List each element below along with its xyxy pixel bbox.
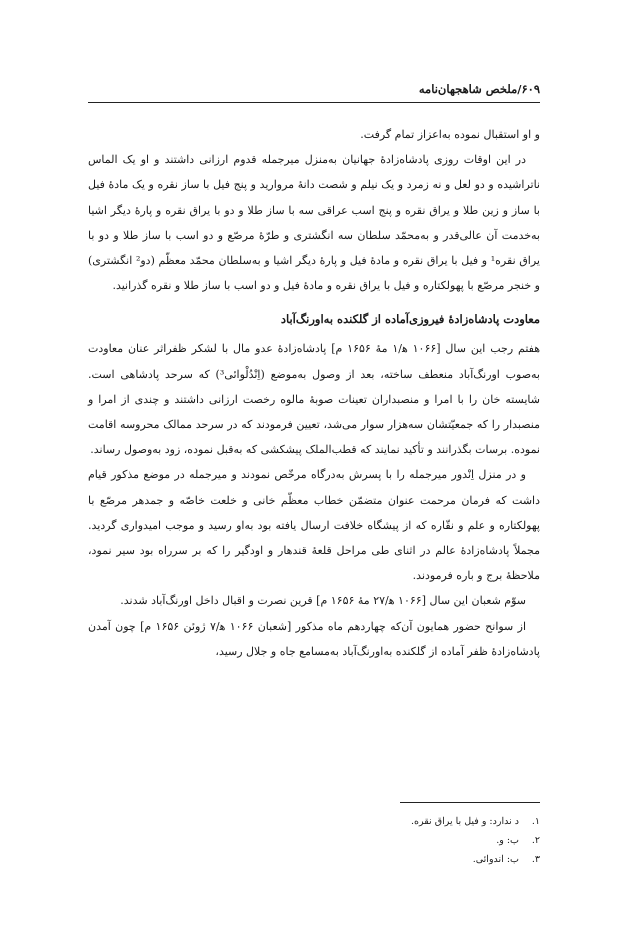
footnote-number: ۲. xyxy=(531,835,540,846)
footnote-text: ب: و. xyxy=(496,835,519,846)
footnote xyxy=(88,831,540,850)
paragraph-indur: و در منزل اِنْدور میرجمله را با پسرش به‌درگاه مرخّص نمودند و میرجمله در موضع مذکور قیام داشت که فرمان مرحمت عنوان متضمّن خطاب معظّم خانی و خلعت خاصّه و جمدهر مرصّع با پهولکتاره و علم و نقّاره که از پیشگاه خلافت ارسال یافته بود به‌او رسید و موجب امیدواری گردید. مجملاً پادشاه‌زادهٔ عالم در اثنای طی مراحل قلعهٔ قندهار و اودگیر را که بر سرراه بود سیر نمود، ملاحظهٔ برج و باره فرمودند. xyxy=(88,468,540,583)
header-rule xyxy=(88,102,540,103)
paragraph-gifts: در این اوقات روزی پادشاه‌زادهٔ جهانیان به‌منزل میرجمله قدوم ارزانی داشتند و او یک الماس ناتراشیده و دو لعل و نه زمرد و یک نیلم و شصت دانهٔ مروارید و پنج فیل با ساز نقره و یک مادهٔ فیل با ساز و زین طلا و یراق نقره و پنج اسب عراقی سه با ساز طلا و دو با یراق نقره و پارهٔ دیگر اشیا به‌خدمت آن عالی‌قدر و به‌محمّد سلطان سه انگشتری و طرّهٔ مرصّع و دو اسب با ساز طلا و دو با یراق نقره¹ و فیل با یراق نقره و مادهٔ فیل و پارهٔ دیگر اشیا و به‌سلطان محمّد معظّم (دو² انگشتری) و خنجر مرصّع با پهولکتاره و فیل با یراق نقره و مادهٔ فیل و دو اسب با ساز طلا و نقره گذرانید. xyxy=(88,153,540,293)
footnotes xyxy=(88,812,540,869)
paragraph-arrival: سوّم شعبان این سال [۱۰۶۶ ه‍/۲۷ مهٔ ۱۶۵۶ م] قرین نصرت و اقبال داخل اورنگ‌آباد شدند. xyxy=(120,594,526,608)
page-body xyxy=(88,122,540,664)
paragraph-intro: و او استقبال نموده به‌اعزاز تمام گرفت. xyxy=(360,128,540,141)
footnote-text: د ندارد: و فیل با یراق نقره. xyxy=(411,816,519,827)
footnote-number: ۱. xyxy=(531,816,540,827)
section-heading: معاودت پادشاه‌زادهٔ فیروزی‌آماده از گلکنده به‌اورنگ‌آباد xyxy=(280,312,540,327)
footnote-number: ۳. xyxy=(531,854,540,865)
footnote xyxy=(88,812,540,831)
running-title: ۶۰۹/ملخص شاهجهان‌نامه xyxy=(418,82,540,96)
footnote-text: ب: اندوائی. xyxy=(472,854,519,865)
paragraph-court: از سوانح حضور همایون آن‌که چهاردهم ماه مذکور [شعبان ۱۰۶۶ ه‍/۷ ژوئن ۱۶۵۶ م] چون آمدن پادشاه‌زادهٔ ظفر آماده از گلکنده به‌اورنگ‌آباد به‌مسامع جاه و جلال رسید، xyxy=(88,619,540,658)
footnote xyxy=(88,850,540,869)
footnote-rule xyxy=(400,802,540,803)
paragraph-return: هفتم رجب این سال [۱۰۶۶ ه‍/۱ مهٔ ۱۶۵۶ م] پادشاه‌زادهٔ عدو مال با لشکر ظفراثر عنان معاودت به‌صوب اورنگ‌آباد منعطف ساخته، بعد از وصول به‌موضع (اِنْدُلْوائی³) که سرحد پادشاهی است. شایسته خان را با امرا و منصبداران تعینات صوبهٔ مالوه رخصت ارزانی داشتند و چندی از امرا و منصبدار را که جمعیّتشان سه‌هزار سوار می‌شد، تعیین فرمودند که در سرحد ممالک محروسه اقامت نموده. برسات بگذرانند و تأکید نمایند که قطب‌الملک پیشکشی که به‌قبل نموده، زود به‌وصول رساند. xyxy=(88,342,540,457)
